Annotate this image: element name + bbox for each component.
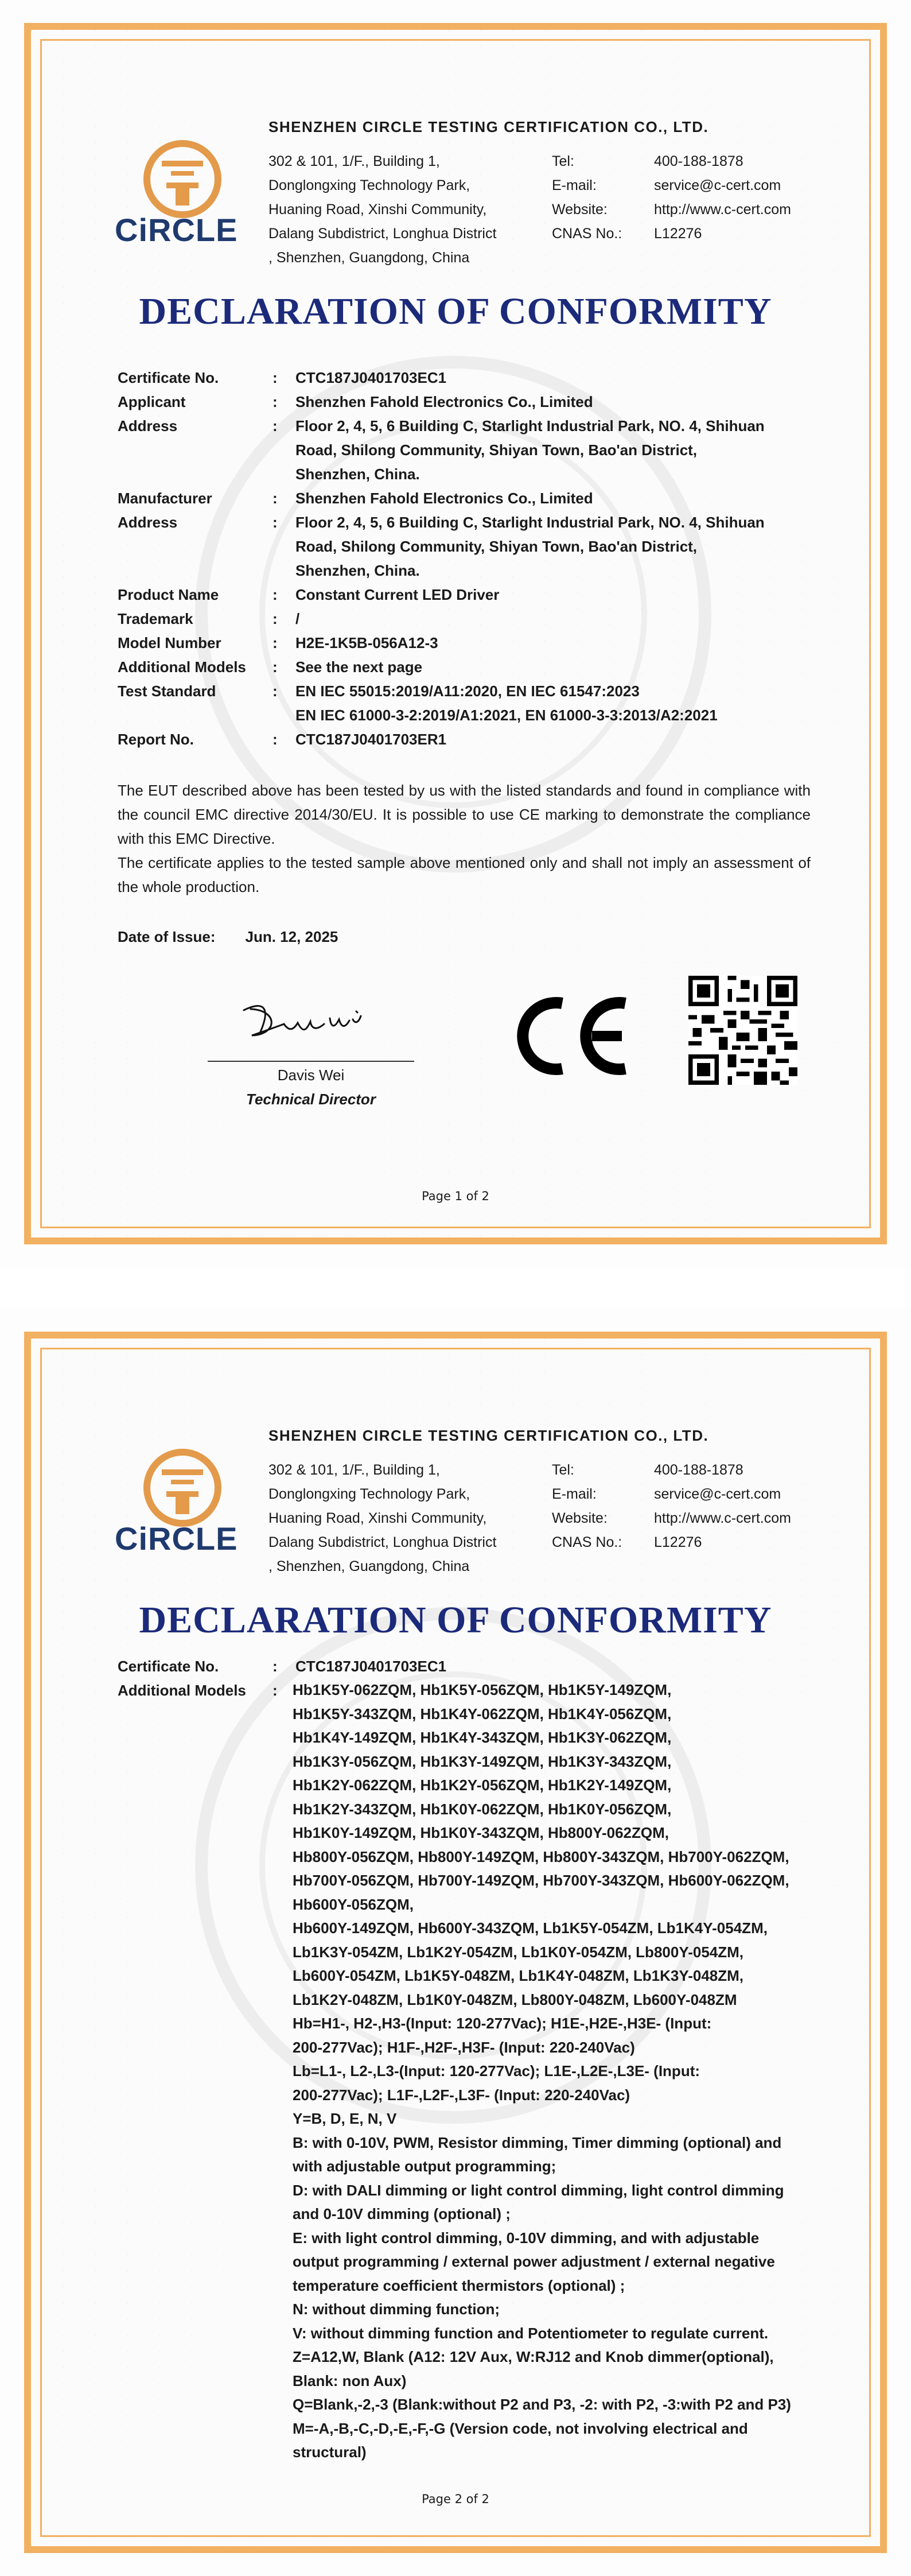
model-line: B: with 0-10V, PWM, Resistor dimming, Timer dimming (optional) and [293,2133,782,2151]
model-line: and 0-10V dimming (optional) ; [293,2205,511,2222]
page-number: Page 1 of 2 [422,1189,489,1203]
date-of-issue [118,928,338,946]
issue-date: Jun. 12, 2025 [245,928,338,945]
model-line: M=-A,-B,-C,-D,-E,-F,-G (Version code, not involving electrical and [293,2419,748,2437]
model-line: Hb=H1-, H2-,H3-(Input: 120-277Vac); H1E-,H2E-,H3E- (Input: [293,2015,712,2032]
field-label: Applicant [118,393,186,410]
issue-label: Date of Issue: [118,928,216,945]
field-value: Constant Current LED Driver [295,586,500,603]
model-line: 200-277Vac); L1F-,L2F-,L3F- (Input: 220-240Vac) [293,2086,630,2104]
company-address [268,1458,550,1578]
field-label: Additional Models [118,1682,246,1699]
address-line: 302 & 101, 1/F., Building 1, [268,1462,440,1478]
address-line: Dalang Subdistrict, Longhua District [268,226,497,242]
model-line: Hb600Y-056ZQM, [293,1895,414,1913]
website-label: Website: [552,201,608,218]
model-line: Hb1K3Y-056ZQM, Hb1K3Y-149ZQM, Hb1K3Y-343ZQM, [293,1752,672,1770]
field-value: EN IEC 55015:2019/A11:2020, EN IEC 61547:2023 [295,682,640,700]
page-number: Page 2 of 2 [422,2492,489,2506]
field-value: CTC187J0401703EC1 [295,1658,447,1675]
model-line: Lb1K2Y-048ZM, Lb1K0Y-048ZM, Lb800Y-048ZM, Lb600Y-048ZM [293,1991,737,2008]
field-value: CTC187J0401703ER1 [295,731,447,748]
address-line: Dalang Subdistrict, Longhua District [268,1534,497,1550]
ce-mark-icon [511,993,631,1079]
cnas-label: CNAS No.: [552,1534,622,1550]
company-name: SHENZHEN CIRCLE TESTING CERTIFICATION CO., LTD. [268,118,709,135]
field-value: Shenzhen, China. [295,465,420,483]
website-label: Website: [552,1510,608,1526]
field-label: Test Standard [118,682,216,700]
model-line: Lb1K3Y-054ZM, Lb1K2Y-054ZM, Lb1K0Y-054ZM, Lb800Y-054ZM, [293,1943,744,1961]
model-line: Z=A12,W, Blank (A12: 12V Aux, W:RJ12 and Knob dimmer(optional), [293,2348,774,2365]
address-line: Donglongxing Technology Park, [268,177,470,193]
company-address [268,149,550,270]
qr-code-icon [688,976,797,1085]
field-row: Product Name : Constant Current LED Driver [118,583,806,607]
model-line: N: without dimming function; [293,2300,500,2318]
field-label: Additional Models [118,658,246,676]
tel-label: Tel: [552,153,574,169]
field-label: Model Number [118,634,221,651]
cnas-value: L12276 [654,1534,702,1550]
logo-wordmark: CiRCLE [115,1520,238,1557]
field-row: Address : Floor 2, 4, 5, 6 Building C, Starlight Industrial Park, NO. 4, Shihuan Road, Shilong Community, Shiyan Town, Bao'an District, Shenzhen, China. [118,414,806,486]
field-value: Shenzhen Fahold Electronics Co., Limited [295,393,593,410]
address-line: 302 & 101, 1/F., Building 1, [268,153,440,169]
model-line: Hb700Y-056ZQM, Hb700Y-149ZQM, Hb700Y-343ZQM, Hb600Y-062ZQM, [293,1872,789,1889]
document-title: DECLARATION OF CONFORMITY [139,1599,772,1641]
signer-title: Technical Director [246,1091,376,1108]
email-label: E-mail: [552,1486,597,1502]
cnas-value: L12276 [654,226,702,242]
field-row: Trademark : / [118,607,806,631]
field-value: Floor 2, 4, 5, 6 Building C, Starlight Industrial Park, NO. 4, Shihuan [295,514,765,531]
field-label: Product Name [118,586,219,603]
email-value: service@c-cert.com [654,1486,781,1502]
field-value: H2E-1K5B-056A12-3 [295,634,438,651]
model-line: Hb800Y-056ZQM, Hb800Y-149ZQM, Hb800Y-343ZQM, Hb700Y-062ZQM, [293,1848,789,1865]
model-line: Hb1K2Y-062ZQM, Hb1K2Y-056ZQM, Hb1K2Y-149ZQM, [293,1776,672,1794]
field-label: Address [118,514,178,531]
signature-line [208,1061,414,1062]
field-label: Trademark [118,610,193,627]
field-row: Address : Floor 2, 4, 5, 6 Building C, Starlight Industrial Park, NO. 4, Shihuan Road, Shilong Community, Shiyan Town, Bao'an District, Shenzhen, China. [118,510,806,583]
certificate-page-2 [0,1309,911,2576]
field-label: Certificate No. [118,1658,219,1675]
contact-values [654,1458,838,1554]
model-line: output programming / external power adjustment / external negative [293,2253,775,2270]
field-value: Floor 2, 4, 5, 6 Building C, Starlight Industrial Park, NO. 4, Shihuan [295,417,765,434]
field-value: Road, Shilong Community, Shiyan Town, Bao'an District, [295,538,698,555]
field-row: Applicant : Shenzhen Fahold Electronics Co., Limited [118,390,806,414]
contact-values [654,149,838,246]
tel-label: Tel: [552,1462,574,1478]
field-row: Additional Models : See the next page [118,655,806,679]
address-line: Donglongxing Technology Park, [268,1486,470,1502]
cnas-label: CNAS No.: [552,226,622,242]
certificate-page-1 [0,0,911,1267]
compliance-paragraph: The EUT described above has been tested by us with the listed standards and found in compliance with the council EMC directive 2014/30/EU. It is possible to use CE marking to demonstrate the compliance with this EMC Directive. [118,782,811,847]
model-line: V: without dimming function and Potentiometer to regulate current. [293,2324,769,2342]
field-row: Report No. : CTC187J0401703ER1 [118,727,806,751]
model-line: with adjustable output programming; [293,2158,556,2175]
field-value: EN IEC 61000-3-2:2019/A1:2021, EN 61000-3-3:2013/A2:2021 [295,707,718,724]
model-line: Hb1K5Y-343ZQM, Hb1K4Y-062ZQM, Hb1K4Y-056ZQM, [293,1705,672,1722]
field-value: CTC187J0401703EC1 [295,369,447,386]
contact-labels [552,149,649,246]
model-line: Y=B, D, E, N, V [293,2110,397,2127]
field-value: Shenzhen, China. [295,562,420,579]
model-line: Hb1K0Y-149ZQM, Hb1K0Y-343ZQM, Hb800Y-062ZQM, [293,1824,669,1841]
website-value: http://www.c-cert.com [654,201,791,218]
model-line: Hb1K2Y-343ZQM, Hb1K0Y-062ZQM, Hb1K0Y-056ZQM, [293,1800,672,1818]
model-line: Lb=L1-, L2-,L3-(Input: 120-277Vac); L1E-,L2E-,L3E- (Input: [293,2062,700,2080]
signature-icon [238,999,370,1045]
model-line: structural) [293,2443,367,2461]
email-label: E-mail: [552,177,597,193]
field-row: Test Standard : EN IEC 55015:2019/A11:2020, EN IEC 61547:2023 EN IEC 61000-3-2:2019/A1:2021, EN 61000-3-3:2013/A2:2021 [118,679,806,727]
signer-name: Davis Wei [277,1066,345,1084]
field-row: Certificate No. : CTC187J0401703EC1 [118,366,806,390]
model-line: 200-277Vac); H1F-,H2F-,H3F- (Input: 220-240Vac) [293,2038,635,2056]
address-line: , Shenzhen, Guangdong, China [268,250,470,266]
field-label: Certificate No. [118,369,219,386]
company-name: SHENZHEN CIRCLE TESTING CERTIFICATION CO., LTD. [268,1427,709,1444]
model-line: Hb1K5Y-062ZQM, Hb1K5Y-056ZQM, Hb1K5Y-149ZQM, [293,1681,672,1698]
document-title: DECLARATION OF CONFORMITY [139,290,772,332]
model-line: D: with DALI dimming or light control dimming, light control dimming [293,2181,784,2199]
scope-paragraph: The certificate applies to the tested sample above mentioned only and shall not imply an assessment of the whole production. [118,854,811,895]
logo-wordmark: CiRCLE [115,212,238,248]
model-line: Hb600Y-149ZQM, Hb600Y-343ZQM, Lb1K5Y-054ZM, Lb1K4Y-054ZM, [293,1919,768,1937]
model-line: Lb600Y-054ZM, Lb1K5Y-048ZM, Lb1K4Y-048ZM, Lb1K3Y-048ZM, [293,1967,744,1984]
address-line: Huaning Road, Xinshi Community, [268,1510,487,1526]
website-value: http://www.c-cert.com [654,1510,791,1526]
tel-value: 400-188-1878 [654,153,743,169]
model-line: Blank: non Aux) [293,2372,407,2389]
model-line: Q=Blank,-2,-3 (Blank:without P2 and P3, -2: with P2, -3:with P2 and P3) [293,2396,791,2413]
field-row: Additional Models : [118,1678,806,1702]
field-label: Address [118,417,178,434]
email-value: service@c-cert.com [654,177,781,193]
model-line: E: with light control dimming, 0-10V dimming, and with adjustable [293,2229,760,2247]
additional-models-list [293,1678,832,2465]
model-line: Hb1K4Y-149ZQM, Hb1K4Y-343ZQM, Hb1K3Y-062ZQM, [293,1729,672,1746]
address-line: Huaning Road, Xinshi Community, [268,201,487,218]
field-row: Certificate No. : CTC187J0401703EC1 [118,1654,806,1678]
certificate-fields [118,366,806,751]
address-line: , Shenzhen, Guangdong, China [268,1558,470,1574]
contact-labels [552,1458,649,1554]
field-row: Manufacturer : Shenzhen Fahold Electronics Co., Limited [118,486,806,510]
field-value: Road, Shilong Community, Shiyan Town, Bao'an District, [295,441,698,459]
field-value: Shenzhen Fahold Electronics Co., Limited [295,490,593,507]
field-value: See the next page [295,658,423,676]
field-value: / [295,610,300,627]
model-line: temperature coefficient thermistors (optional) ; [293,2276,625,2294]
field-label: Report No. [118,731,194,748]
tel-value: 400-188-1878 [654,1462,743,1478]
field-label: Manufacturer [118,490,212,507]
field-row: Model Number : H2E-1K5B-056A12-3 [118,631,806,655]
